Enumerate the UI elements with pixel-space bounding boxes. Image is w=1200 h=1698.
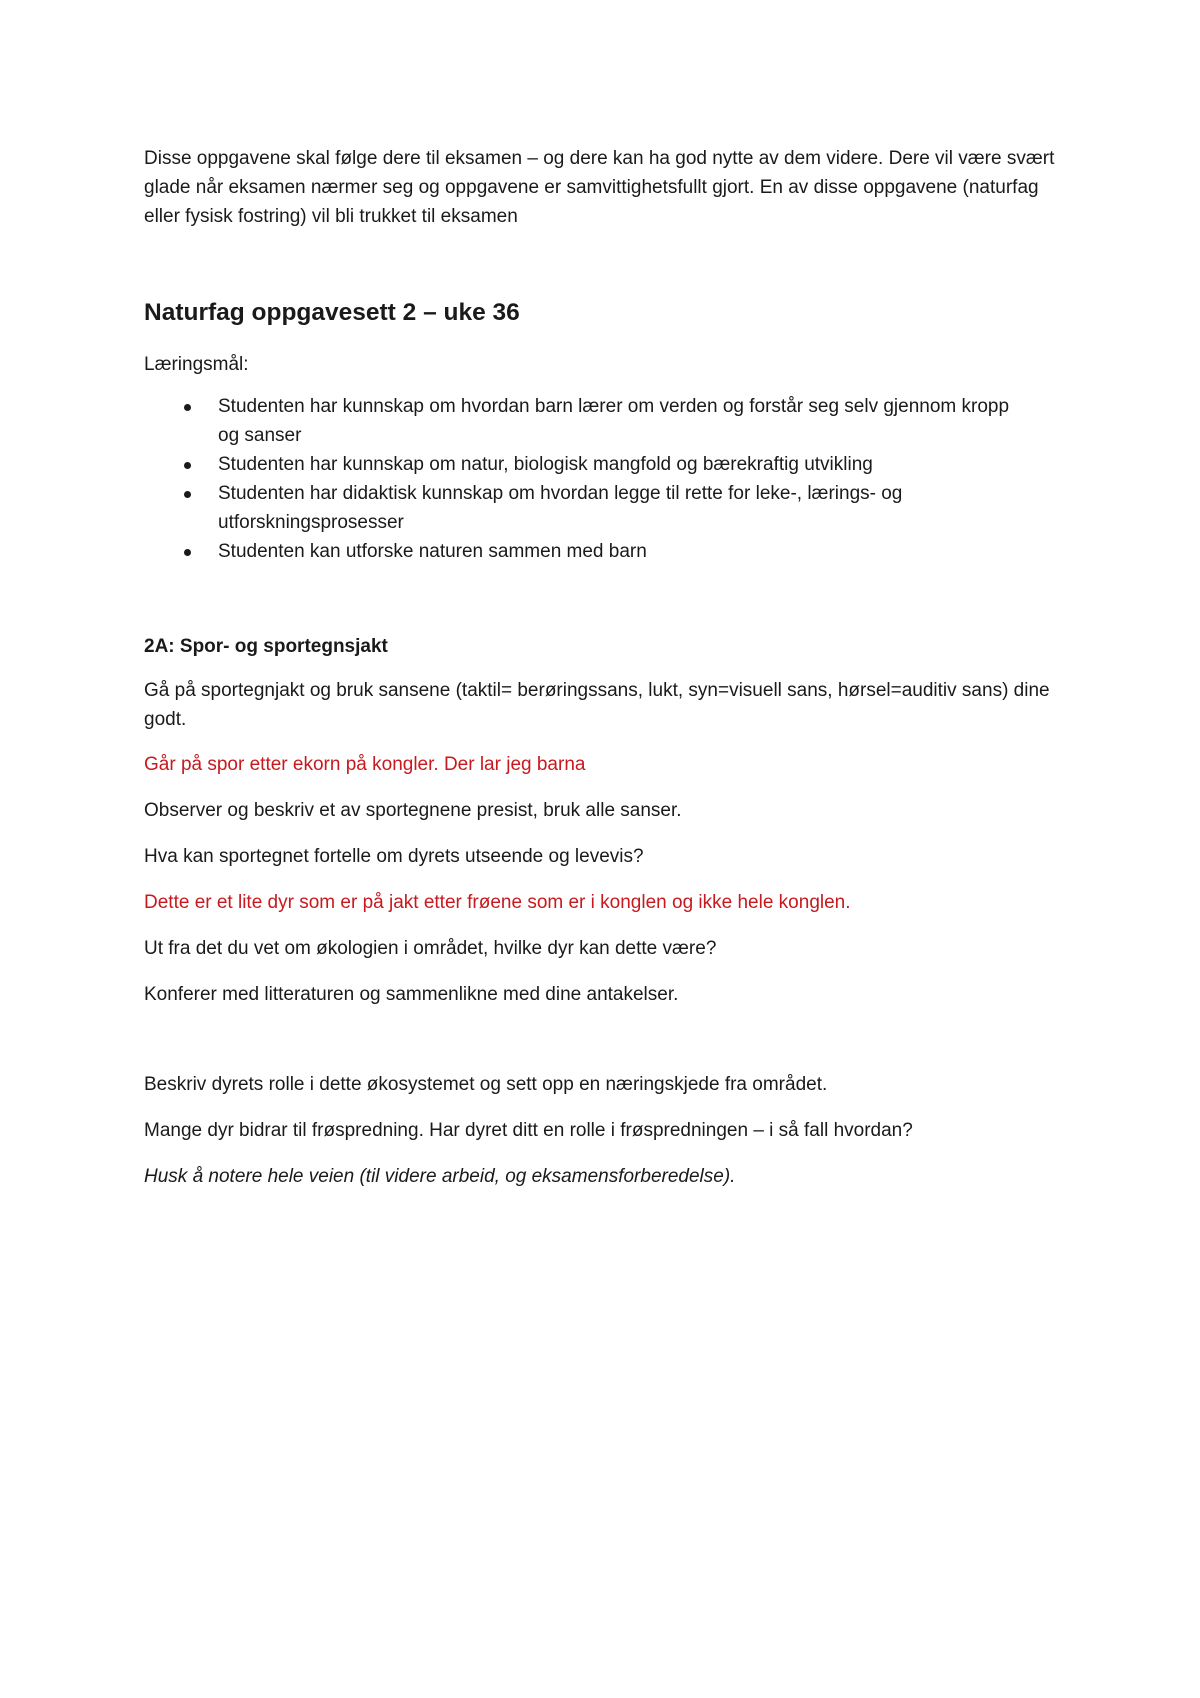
question-text: Hva kan sportegnet fortelle om dyrets utseende og levevis? [144, 846, 644, 867]
list-item [144, 450, 1018, 479]
learning-goal-text: Studenten kan utforske naturen sammen med barn [218, 541, 647, 562]
list-item [144, 392, 1018, 450]
bullet-icon [184, 491, 191, 498]
learning-goal-text: Studenten har kunnskap om hvordan barn lærer om verden og forstår seg selv gjennom kropp og sanser [218, 396, 1010, 446]
learning-goal-text: Studenten har kunnskap om natur, biologisk mangfold og bærekraftig utvikling [218, 454, 873, 475]
bullet-icon [184, 404, 191, 411]
learning-goals-list [144, 392, 1064, 566]
answer-text: Går på spor etter ekorn på kongler. Der lar jeg barna [144, 754, 586, 775]
task-intro: Gå på sportegnjakt og bruk sansene (taktil= berøringssans, lukt, syn=visuell sans, hørsel=auditiv sans) dine godt. [144, 680, 1050, 730]
question-text: Beskriv dyrets rolle i dette økosystemet og sett opp en næringskjede fra området. [144, 1074, 828, 1095]
bullet-icon [184, 462, 191, 469]
section-title: 2A: Spor- og sportegnsjakt [144, 636, 388, 657]
question-text: Observer og beskriv et av sportegnene presist, bruk alle sanser. [144, 800, 682, 821]
question-text: Ut fra det du vet om økologien i området, hvilke dyr kan dette være? [144, 938, 717, 959]
list-item [144, 537, 1018, 566]
bullet-icon [184, 549, 191, 556]
list-item [144, 479, 1018, 537]
page-title: Naturfag oppgavesett 2 – uke 36 [144, 299, 520, 326]
note-text: Husk å notere hele veien (til videre arbeid, og eksamensforberedelse). [144, 1166, 736, 1187]
answer-text: Dette er et lite dyr som er på jakt etter frøene som er i konglen og ikke hele konglen. [144, 892, 851, 913]
learning-goals-label: Læringsmål: [144, 354, 249, 375]
question-text: Mange dyr bidrar til frøspredning. Har dyret ditt en rolle i frøspredningen – i så fall hvordan? [144, 1120, 913, 1141]
intro-paragraph: Disse oppgavene skal følge dere til eksamen – og dere kan ha god nytte av dem videre. Dere vil være svært glade når eksamen nærmer seg og oppgavene er samvittighetsfullt gjort. En av disse oppgavene (naturfag eller fysisk fostring) vil bli trukket til eksamen [144, 148, 1055, 227]
question-text: Konferer med litteraturen og sammenlikne med dine antakelser. [144, 984, 679, 1005]
learning-goal-text: Studenten har didaktisk kunnskap om hvordan legge til rette for leke-, lærings- og utforskningsprosesser [218, 483, 903, 533]
